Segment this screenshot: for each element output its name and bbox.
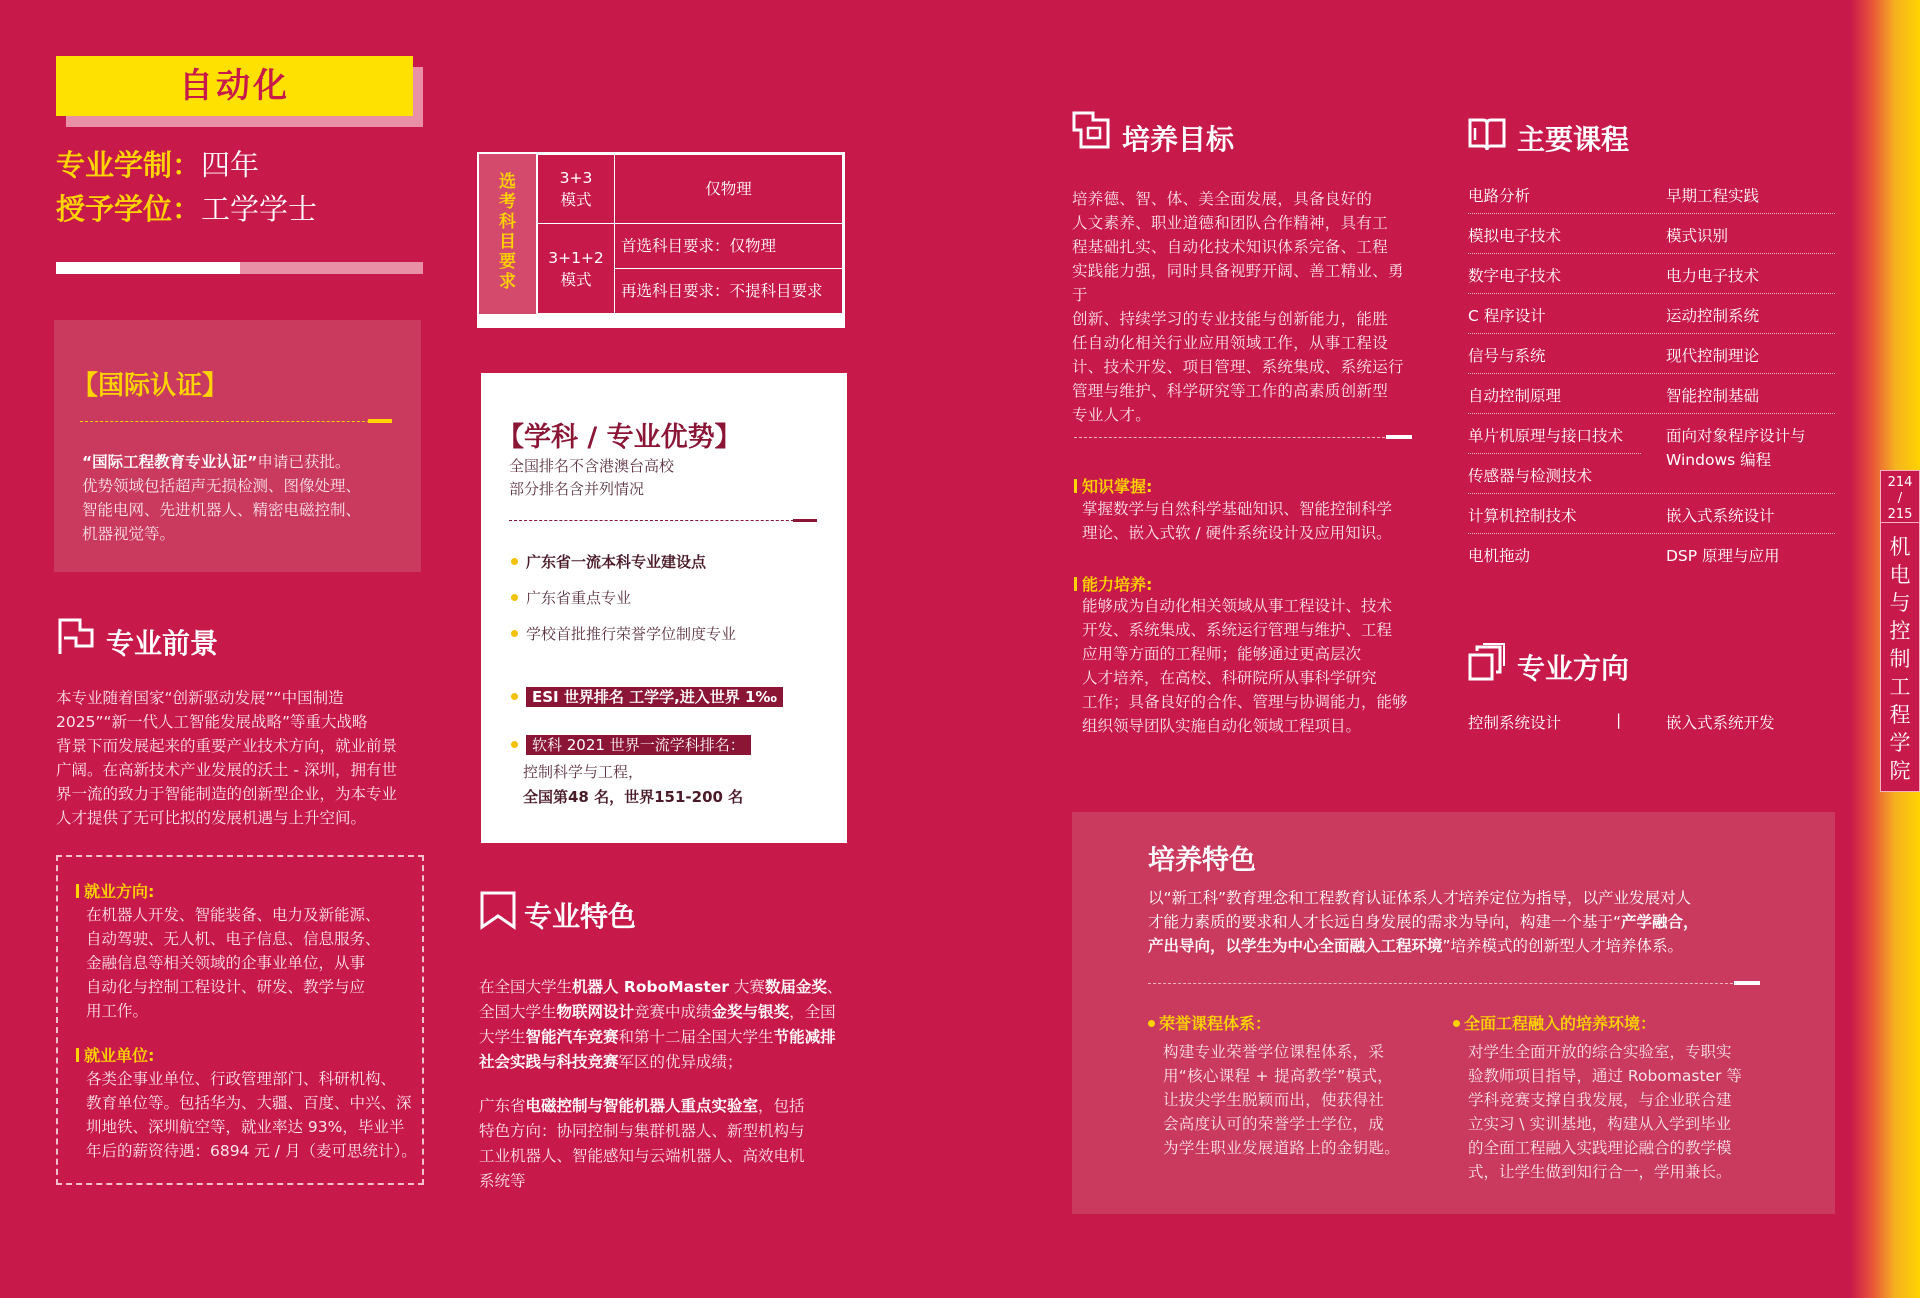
features-text: 和第十二届全国大学: [618, 1028, 759, 1046]
bookmark-icon: [478, 890, 518, 930]
job-unit-body: [86, 1067, 420, 1163]
goal-line: 任自动化相关行业应用领域工作，从事工程设: [1072, 334, 1389, 352]
features-title: 专业特色: [524, 900, 637, 933]
cert-body-1: 申请已获批。: [257, 453, 351, 471]
goal-divider-end: [1386, 435, 1412, 439]
advantage-sub-line: 全国排名不含港澳台高校: [509, 457, 675, 475]
cert-divider: [80, 421, 390, 422]
honor-line: 会高度认可的荣誉学士学位，成: [1163, 1115, 1385, 1133]
degree-line: [56, 187, 317, 231]
goal-line: 专业人才。: [1072, 406, 1152, 424]
training-intro-bold: 产出导向，以学生为中心全面融入工程环境: [1148, 937, 1443, 955]
goal-line: 实践能力强，同时具备视野开阔、善工精业、勇于: [1072, 262, 1404, 304]
flag-icon: [56, 616, 96, 656]
env-line: 验教师项目指导，通过 Robomaster 等: [1468, 1067, 1742, 1085]
course-row: [1468, 534, 1835, 574]
prospect-title: 专业前景: [106, 627, 219, 660]
knowledge-line: 掌握数学与自然科学基础知识、智能控制科学: [1082, 500, 1393, 518]
direction-item-1: 控制系统设计: [1468, 714, 1562, 732]
goal-line: 管理与维护、科学研究等工作的高素质创新型: [1072, 382, 1389, 400]
features-text-bold: 节能减排社会实践与科技竞赛: [479, 1028, 836, 1071]
job-direction-line: 自动化与控制工程设计、研发、教学与应: [86, 978, 366, 996]
prospect-line: 本专业随着国家“创新驱动发展”“中国制造: [56, 689, 344, 707]
ability-line: 组织领导团队实施自动化领域工程项目。: [1082, 717, 1362, 735]
goal-title: 培养目标: [1122, 123, 1235, 156]
features-text-bold: 物联网设计: [556, 1003, 635, 1021]
cert-title: 【国际认证】: [72, 371, 229, 401]
ability-line: 能够成为自动化相关领域从事工程设计、技术: [1082, 597, 1393, 615]
cert-divider-end: [368, 419, 392, 423]
page-title: 自动化: [56, 56, 413, 116]
knowledge-line: 理论、嵌入式软 / 硬件系统设计及应用知识。: [1082, 524, 1392, 542]
course-left: 单片机原理与接口技术: [1468, 427, 1624, 445]
duration-label: 专业学制：: [56, 148, 202, 182]
job-direction-line: 金融信息等相关领域的企事业单位，从事: [86, 954, 366, 972]
mode2-cell: 3+1+2 模式: [537, 223, 615, 314]
job-direction-line: 在机器人开发、智能装备、电力及新能源、: [86, 906, 381, 924]
side-tab: [1880, 470, 1920, 792]
features-text: 、全国大学生: [479, 978, 843, 1021]
course-right: 模式识别: [1666, 227, 1729, 245]
training-intro-text: 才能力素质的要求和人才长远自身发展的需求为导向，构建一个基于“: [1148, 913, 1622, 931]
course-right: 嵌入式系统设计: [1666, 507, 1775, 525]
courses-title: 主要课程: [1517, 123, 1630, 156]
ability-body: [1082, 594, 1422, 738]
env-line: 立实习 \ 实训基地，构建从入学到毕业: [1468, 1115, 1732, 1133]
mode1-cell: 3+3 模式: [537, 154, 615, 224]
course-row: [1468, 174, 1835, 214]
env-line: 对学生全面开放的综合实验室，专职实: [1468, 1043, 1732, 1061]
advantage-item: [511, 587, 631, 608]
features-para-2: [479, 1094, 851, 1194]
features-line: 系统等: [479, 1172, 526, 1190]
course-left: 信号与系统: [1468, 347, 1546, 365]
course-row: [1468, 254, 1835, 294]
exam-requirements-table: [477, 152, 845, 328]
features-text-bold: 金奖与银: [711, 1003, 774, 1021]
job-unit-label: 就业单位:: [76, 1043, 154, 1066]
course-left: 自动控制原理: [1468, 387, 1562, 405]
advantage-divider: [509, 520, 809, 521]
course-left: 电路分析: [1468, 187, 1531, 205]
training-divider-end: [1734, 981, 1760, 985]
advantage-item-text: 广东省一流本科专业建设点: [526, 553, 707, 571]
book-icon: [1467, 114, 1507, 154]
goal-divider: [1074, 437, 1390, 438]
degree-label: 授予学位：: [56, 192, 202, 226]
advantage-sub-line: 部分排名含并列情况: [509, 480, 645, 498]
duration-value: 四年: [201, 148, 260, 182]
ability-line: 开发、系统集成、系统运行管理与维护、工程: [1082, 621, 1393, 639]
course-right: DSP 原理与应用: [1666, 547, 1780, 565]
advantage-item: [511, 734, 751, 755]
features-text-bold: 机器人 RoboMaster: [572, 978, 729, 996]
features-text-bold: 数届金: [764, 978, 812, 996]
advantage-divider-end: [793, 519, 817, 522]
honor-label: [1148, 1011, 1271, 1034]
mode1-req-cell: 仅物理: [614, 154, 843, 224]
direction-title: 专业方向: [1517, 652, 1630, 685]
course-row: [1468, 374, 1835, 414]
honor-line: 让拔尖学生脱颖而出，使获得社: [1163, 1091, 1385, 1109]
mode2-req1-cell: 首选科目要求：仅物理: [614, 223, 843, 269]
layers-icon: [1467, 642, 1507, 682]
features-text-bold: 奖: [773, 1003, 790, 1021]
advantage-item-sub: 控制科学与工程，: [523, 763, 644, 781]
env-label: [1453, 1011, 1656, 1034]
job-direction-line: 用工作。: [86, 1002, 149, 1020]
ability-line: 应用等方面的工程师；能够通过更高层次: [1082, 645, 1362, 663]
features-text: ，全国大学生: [479, 1003, 836, 1046]
goal-line: 计、技术开发、项目管理、系统集成、系统运行: [1072, 358, 1404, 376]
env-body: [1468, 1040, 1788, 1184]
training-title: 培养特色: [1148, 845, 1256, 876]
advantage-subtitle: [509, 455, 674, 501]
course-left: 模拟电子技术: [1468, 227, 1562, 245]
course-right: 现代控制理论: [1666, 347, 1760, 365]
prospect-line: 界一流的致力于智能制造的创新型企业，为本专业: [56, 785, 398, 803]
advantage-item: [511, 623, 736, 644]
features-text: 生: [758, 1028, 774, 1046]
knowledge-label: 知识掌握:: [1074, 474, 1152, 497]
env-dot: [1453, 1020, 1460, 1027]
features-text-bold: 电磁控制与智能机器人重点实验室: [525, 1097, 759, 1115]
course-left: C 程序设计: [1468, 307, 1546, 325]
training-divider: [1148, 983, 1748, 984]
advantage-tag: ESI 世界排名 工学学,进入世界 1‰: [526, 687, 783, 707]
advantage-item-text: 广东省重点专业: [526, 589, 632, 607]
training-intro-text: ”培养模式的创新型人才培养体系。: [1442, 937, 1684, 955]
target-icon: [1071, 110, 1111, 150]
course-right: 早期工程实践: [1666, 187, 1760, 205]
course-right: 智能控制基础: [1666, 387, 1760, 405]
env-line: 式，让学生做到知行合一，学用兼长。: [1468, 1163, 1732, 1181]
advantage-title: 【学科 / 专业优势】: [497, 422, 742, 453]
course-row: [1468, 294, 1835, 334]
features-text: ，包括: [758, 1097, 805, 1115]
course-row: [1468, 494, 1835, 534]
prospect-line: 背景下而发展起来的重要产业技术方向，就业前景: [56, 737, 398, 755]
job-unit-line: 圳地铁、深圳航空等，就业率达 93%，毕业半: [86, 1118, 405, 1136]
job-direction-line: 自动驾驶、无人机、电子信息、信息服务、: [86, 930, 381, 948]
exam-footer-bar: [479, 314, 843, 326]
cert-body-3: 智能电网、先进机器人、精密电磁控制、: [82, 501, 362, 519]
course-right: 运动控制系统: [1666, 307, 1760, 325]
features-text: 大赛: [728, 978, 765, 996]
honor-line: 用“核心课程 + 提高教学”模式，: [1163, 1067, 1394, 1085]
advantage-item: [511, 686, 783, 707]
honor-dot: [1148, 1020, 1155, 1027]
exam-side-label: 选考科目要求: [479, 154, 537, 314]
env-line: 的全面工程融入实践理论融合的教学模: [1468, 1139, 1732, 1157]
course-right: 电力电子技术: [1666, 267, 1760, 285]
ability-line: 工作；具备良好的合作、管理与协调能力，能够: [1082, 693, 1408, 711]
course-row: [1468, 334, 1835, 374]
mode2-req2-cell: 再选科目要求：不提科目要求: [614, 268, 843, 314]
course-row: [1468, 414, 1835, 494]
duration-line: [56, 143, 259, 187]
advantage-tag: 软科 2021 世界一流学科排名：: [526, 735, 751, 755]
features-text-bold: 奖: [811, 978, 827, 996]
env-label-text: 全面工程融入的培养环境：: [1464, 1014, 1657, 1033]
advantage-card: [481, 373, 847, 843]
ability-label: 能力培养:: [1074, 572, 1152, 595]
progress-fill: [56, 262, 240, 274]
degree-value: 工学学士: [201, 192, 318, 226]
training-intro-bold: 产学融合，: [1621, 913, 1699, 931]
features-para-1: [479, 975, 851, 1075]
advantage-item: [511, 551, 706, 572]
cert-body: [82, 450, 412, 546]
course-left: 传感器与检测技术: [1468, 467, 1593, 485]
job-direction-body: [86, 903, 416, 1023]
course-row: [1468, 214, 1835, 254]
job-unit-line: 教育单位等。包括华为、大疆、百度、中兴、深: [86, 1094, 412, 1112]
cert-body-bold: “国际工程教育专业认证”: [82, 453, 258, 471]
training-intro: [1148, 886, 1788, 958]
features-line: 特色方向：协同控制与集群机器人、新型机构与: [479, 1122, 805, 1140]
advantage-item-text: 学校首批推行荣誉学位制度专业: [526, 625, 737, 643]
honor-label-text: 荣誉课程体系：: [1159, 1014, 1272, 1033]
direction-item-2: 嵌入式系统开发: [1666, 714, 1775, 732]
prospect-line: 2025”“新一代人工智能发展战略”等重大战略: [56, 713, 368, 731]
knowledge-body: [1082, 497, 1422, 545]
job-unit-line: 各类企事业单位、行政管理部门、科研机构、: [86, 1070, 397, 1088]
goal-line: 培养德、智、体、美全面发展，具备良好的: [1072, 190, 1373, 208]
job-direction-label: 就业方向:: [76, 879, 154, 902]
features-text: 广东省: [479, 1097, 526, 1115]
goal-line: 创新、持续学习的专业技能与创新能力，能胜: [1072, 310, 1389, 328]
course-left: 电机拖动: [1468, 547, 1531, 565]
env-line: 学科竞赛支撑自我发展，与企业联合建: [1468, 1091, 1732, 1109]
prospect-body: [56, 686, 428, 830]
advantage-item-sub: 全国第48 名，世界151-200 名: [523, 788, 744, 806]
features-text: 在全国大学生: [479, 978, 573, 996]
direction-separator: |: [1616, 711, 1622, 729]
cert-body-4: 机器视觉等。: [82, 525, 176, 543]
features-text: 军区的优异成绩；: [618, 1053, 743, 1071]
cert-body-2: 优势领域包括超声无损检测、图像处理、: [82, 477, 362, 495]
prospect-line: 人才提供了无可比拟的发展机遇与上升空间。: [56, 809, 367, 827]
course-left: 数字电子技术: [1468, 267, 1562, 285]
goal-line: 人文素养、职业道德和团队合作精神，具有工: [1072, 214, 1389, 232]
features-text: 竞赛中成绩: [634, 1003, 712, 1021]
goal-body: [1072, 187, 1417, 427]
course-row-divider: [1468, 453, 1641, 454]
honor-body: [1163, 1040, 1433, 1160]
job-unit-line: 年后的薪资待遇：6894 元 / 月（麦可思统计）。: [86, 1142, 417, 1160]
goal-line: 程基础扎实、自动化技术知识体系完备、工程: [1072, 238, 1389, 256]
features-text-bold: 智能汽车竞赛: [525, 1028, 619, 1046]
course-right: 面向对象程序设计与: [1666, 427, 1806, 445]
features-line: 工业机器人、智能感知与云端机器人、高效电机: [479, 1147, 805, 1165]
page-number: 214 / 215: [1881, 471, 1919, 523]
ability-line: 人才培养，在高校、科研院所从事科学研究: [1082, 669, 1377, 687]
honor-line: 为学生职业发展道路上的金钥匙。: [1163, 1139, 1401, 1157]
course-right: Windows 编程: [1666, 451, 1772, 469]
prospect-line: 广阔。在高新技术产业发展的沃土 - 深圳，拥有世: [56, 761, 397, 779]
honor-line: 构建专业荣誉学位课程体系，采: [1163, 1043, 1385, 1061]
training-intro-line: 以“新工科”教育理念和工程教育认证体系人才培养定位为指导，以产业发展对人: [1148, 889, 1692, 907]
course-left: 计算机控制技术: [1468, 507, 1577, 525]
college-name: 机电与控制工程学院: [1889, 535, 1911, 783]
